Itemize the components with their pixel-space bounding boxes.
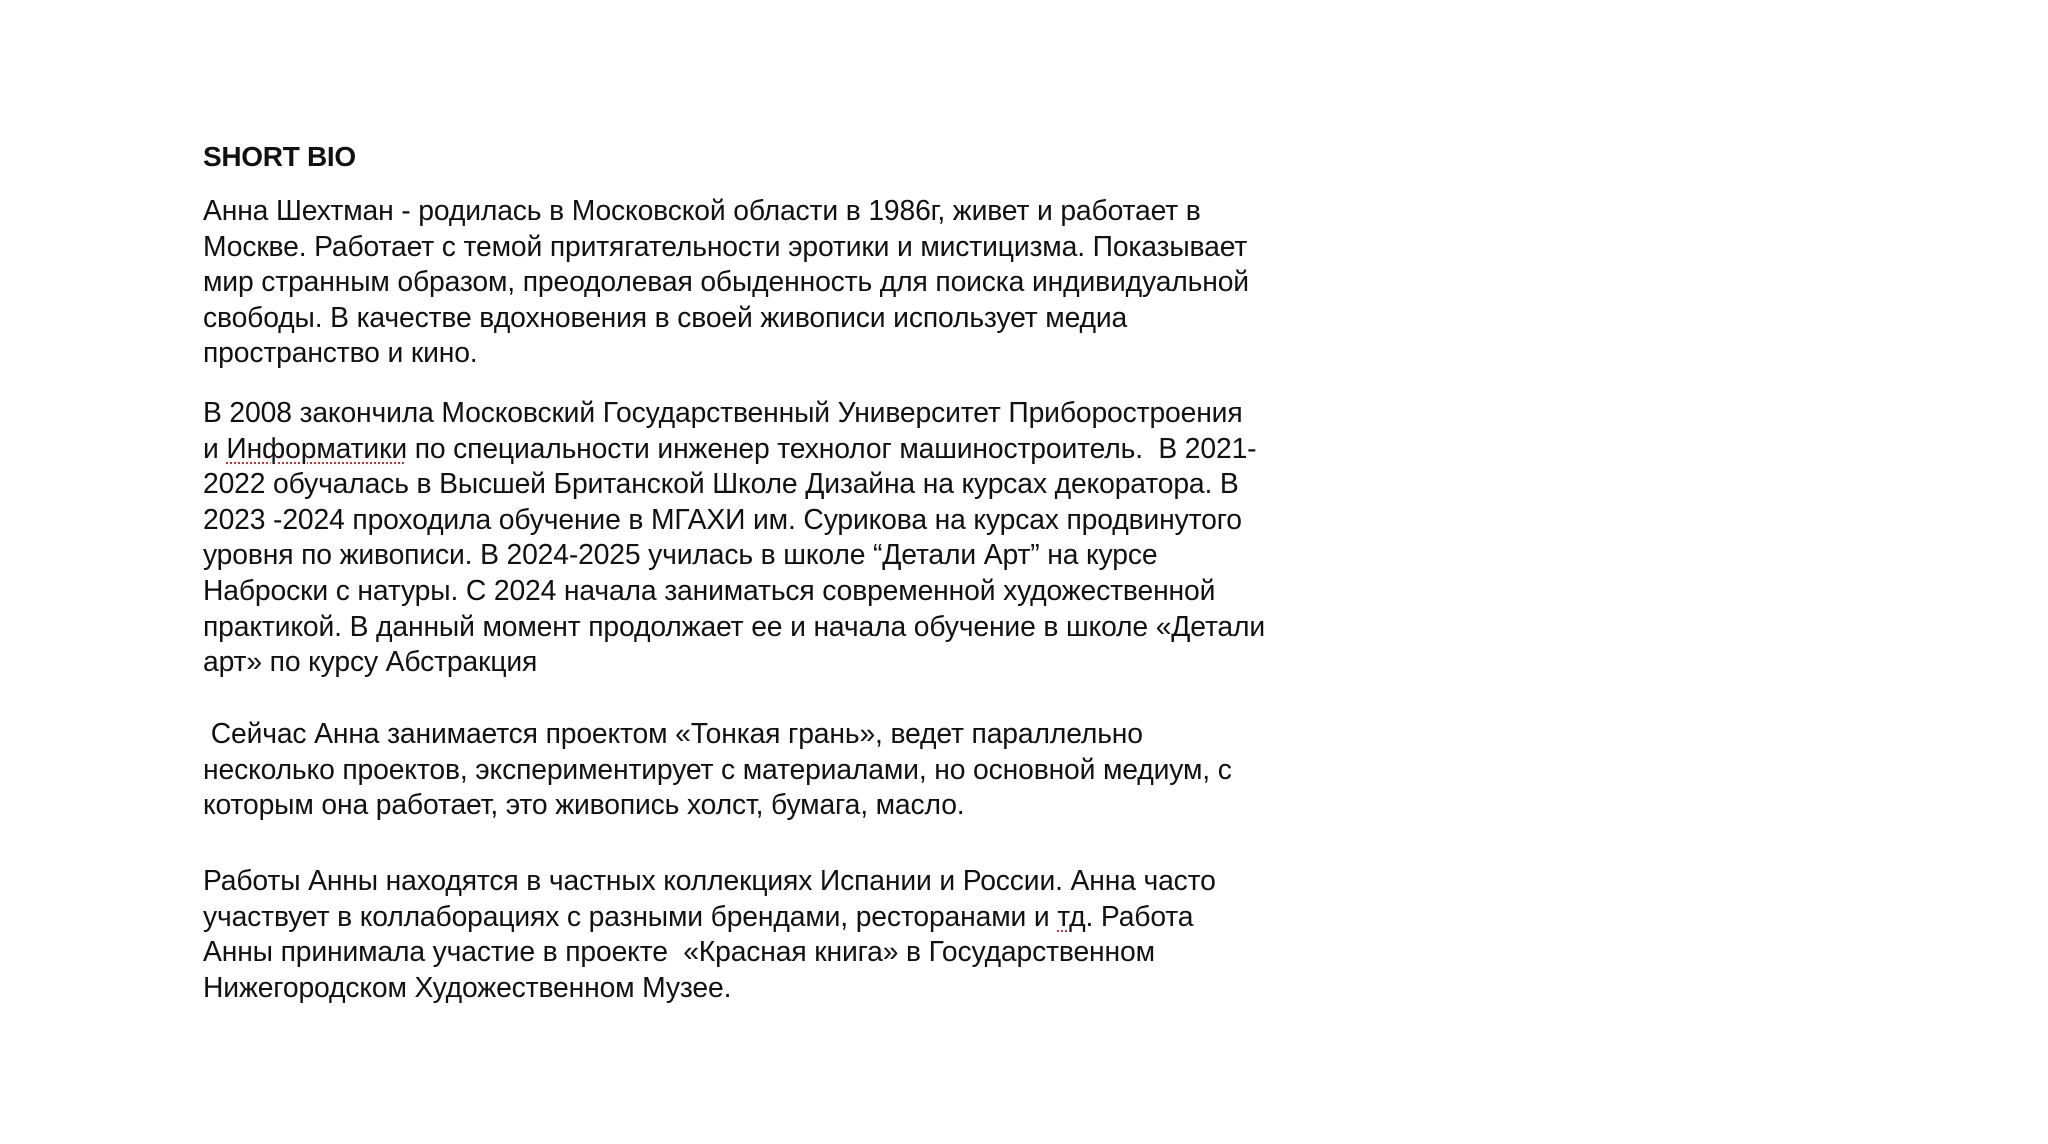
text-line: мир странным образом, преодолевая обыденность для поиска индивидуальной [203, 265, 1249, 298]
text-line: В 2008 закончила Московский Государственный Университет Приборостроения [203, 396, 1243, 428]
text-segment: и [203, 431, 227, 464]
text-line: Москве. Работает с темой притягательности эротики и мистицизма. Показывает [203, 229, 1248, 262]
text-segment: . Работа [1085, 899, 1194, 932]
text-line: Нижегородском Художественном Музее. [203, 970, 732, 1003]
text-line: Анны принимала участие в проекте «Красная книга» в Государственном [203, 935, 1155, 968]
text-line: 2023 -2024 проходила обучение в МГАХИ им. Сурикова на курсах продвинутого [203, 502, 1242, 535]
text-line: уровня по живописи. В 2024-2025 училась в школе “Детали Арт” на курсе [203, 538, 1158, 571]
text-line: несколько проектов, экспериментирует с материалами, но основной медиум, с [203, 752, 1232, 785]
text-line: свободы. В качестве вдохновения в своей живописи использует медиа [203, 300, 1128, 333]
text-line: арт» по курсу Абстракция [203, 645, 538, 678]
paragraph-education [203, 395, 1265, 680]
text-line: пространство и кино. [203, 336, 478, 369]
text-line: Работы Анны находятся в частных коллекциях Испании и России. Анна часто [203, 864, 1216, 896]
text-segment: по специальности инженер технолог машиностроитель. В 2021- [406, 431, 1257, 464]
text-line [203, 899, 1216, 935]
text-line: Наброски с натуры. С 2024 начала заниматься современной художественной [203, 573, 1216, 606]
section-title: SHORT BIO [203, 141, 356, 172]
text-segment: участвует в коллаборациях с разными брендами, ресторанами и [203, 899, 1058, 932]
text-line: Сейчас Анна занимается проектом «Тонкая грань», ведет параллельно [203, 717, 1143, 749]
text-line: Анна Шехтман - родилась в Московской области в 1986г, живет и работает в [203, 194, 1201, 226]
text-line [203, 431, 1265, 467]
paragraph-current-projects [203, 716, 1232, 823]
spellcheck-flagged-word[interactable]: Информатики [226, 431, 407, 464]
paragraph-collections [203, 863, 1216, 1005]
spellcheck-flagged-word[interactable]: тд [1057, 899, 1086, 932]
paragraph-intro [203, 193, 1249, 371]
text-line: 2022 обучалась в Высшей Британской Школе Дизайна на курсах декоратора. В [203, 467, 1239, 500]
text-line: которым она работает, это живопись холст, бумага, масло. [203, 788, 965, 821]
text-line: практикой. В данный момент продолжает ее и начала обучение в школе «Детали [203, 609, 1266, 642]
